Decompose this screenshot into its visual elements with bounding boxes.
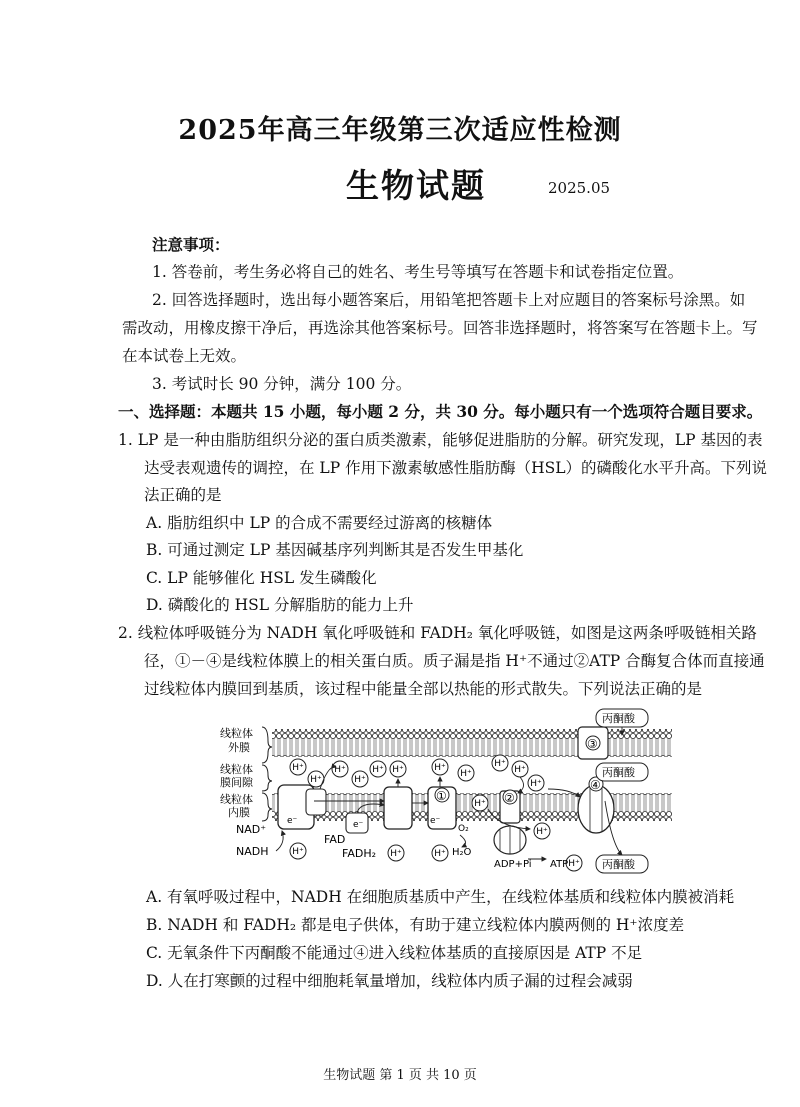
svg-text:膜间隙: 膜间隙 — [220, 776, 253, 789]
svg-text:H⁺: H⁺ — [494, 759, 506, 769]
option-b: B. 可通过测定 LP 基因碱基序列判断其是否发生甲基化 — [146, 541, 524, 559]
option-c: C. 无氧条件下丙酮酸不能通过④进入线粒体基质的直接原因是 ATP 不足 — [146, 944, 643, 962]
notice-line: 2. 回答选择题时，选出每小题答案后，用铅笔把答题卡上对应题目的答案标号涂黑。如 — [152, 291, 746, 309]
notice-line: 3. 考试时长 90 分钟，满分 100 分。 — [152, 375, 412, 393]
atp-label: ATP — [550, 859, 569, 870]
svg-text:H⁺: H⁺ — [392, 765, 404, 775]
svg-text:H⁺: H⁺ — [372, 765, 384, 775]
option-a: A. 有氧呼吸过程中，NADH 在细胞质基质中产生，在线粒体基质和线粒体内膜被消耗 — [146, 888, 735, 906]
adp-label: ADP+Pi — [494, 859, 532, 870]
fad-label: FAD — [324, 833, 346, 846]
section-heading: 一、选择题：本题共 15 小题，每小题 2 分，共 30 分。每小题只有一个选项符合题目要求。 — [118, 402, 763, 421]
nad-label: NAD⁺ — [236, 823, 267, 836]
svg-text:外膜: 外膜 — [228, 741, 250, 754]
option-d: D. 人在打寒颤的过程中细胞耗氧量增加，线粒体内质子漏的过程会减弱 — [146, 972, 633, 990]
notice-line: 1. 答卷前，考生务必将自己的姓名、考生号等填写在答题卡和试卷指定位置。 — [152, 263, 684, 281]
svg-text:H⁺: H⁺ — [460, 769, 472, 779]
question-stem: 径，①－④是线粒体膜上的相关蛋白质。质子漏是指 H⁺不通过②ATP 合酶复合体而直接通 — [144, 652, 765, 670]
svg-text:H⁺: H⁺ — [536, 827, 548, 837]
protein-4 — [578, 785, 614, 833]
svg-text:e⁻: e⁻ — [430, 816, 441, 826]
svg-text:H⁺: H⁺ — [334, 765, 346, 775]
svg-text:e⁻: e⁻ — [353, 820, 364, 830]
svg-text:H⁺: H⁺ — [514, 765, 526, 775]
outer-membrane-label: 线粒体 — [220, 727, 253, 740]
notice-heading: 注意事项： — [152, 235, 230, 254]
question-stem: 过线粒体内膜回到基质，该过程中能量全部以热能的形式散失。下列说法正确的是 — [144, 680, 703, 698]
outer-membrane — [272, 729, 672, 757]
inner-membrane-label: 线粒体 — [220, 793, 253, 806]
svg-text:H⁺: H⁺ — [390, 849, 402, 859]
question-stem: 达受表观遗传的调控，在 LP 作用下激素敏感性脂肪酶（HSL）的磷酸化水平升高。下列说 — [144, 459, 768, 477]
option-c: C. LP 能够催化 HSL 发生磷酸化 — [146, 569, 377, 587]
exam-title: 2025年高三年级第三次适应性检测 — [178, 115, 622, 146]
marker-1: ① — [436, 789, 447, 803]
option-a: A. 脂肪组织中 LP 的合成不需要经过游离的核糖体 — [146, 514, 493, 532]
svg-text:丙酮酸: 丙酮酸 — [602, 712, 635, 725]
svg-text:H⁺: H⁺ — [292, 763, 304, 773]
electron-label: e⁻ — [287, 816, 298, 826]
marker-3: ③ — [587, 737, 598, 751]
svg-text:内膜: 内膜 — [228, 806, 250, 819]
svg-text:H⁺: H⁺ — [568, 859, 580, 869]
complex-iii — [384, 787, 412, 829]
h2o-label: H₂O — [452, 847, 472, 858]
respiratory-chain-figure — [0, 705, 800, 885]
intermembrane-label: 线粒体 — [220, 763, 253, 776]
exam-date: 2025.05 — [548, 179, 611, 197]
svg-text:H⁺: H⁺ — [530, 779, 542, 789]
svg-text:丙酮酸: 丙酮酸 — [602, 858, 635, 871]
nadh-label: NADH — [236, 845, 269, 858]
svg-text:H⁺: H⁺ — [434, 849, 446, 859]
svg-text:H⁺: H⁺ — [354, 775, 366, 785]
notice-line: 在本试卷上无效。 — [122, 347, 247, 365]
svg-text:H⁺: H⁺ — [292, 847, 304, 857]
page-footer: 生物试题 第 1 页 共 10 页 — [323, 1068, 477, 1083]
fadh2-label: FADH₂ — [342, 847, 376, 860]
svg-text:H⁺: H⁺ — [310, 775, 322, 785]
marker-2: ② — [504, 791, 515, 805]
svg-text:丙酮酸: 丙酮酸 — [602, 766, 635, 779]
notice-line: 需改动，用橡皮擦干净后，再选涂其他答案标号。回答非选择题时，将答案写在答题卡上。写 — [122, 319, 758, 337]
option-d: D. 磷酸化的 HSL 分解脂肪的能力上升 — [146, 596, 414, 614]
question-stem: 1. LP 是一种由脂肪组织分泌的蛋白质类激素，能够促进脂肪的分解。研究发现，LP 基因的表 — [118, 431, 763, 449]
subject-title: 生物试题 — [346, 166, 486, 205]
marker-4: ④ — [590, 778, 601, 792]
o2-label: O₂ — [458, 824, 469, 834]
svg-text:H⁺: H⁺ — [474, 799, 486, 809]
option-b: B. NADH 和 FADH₂ 都是电子供体，有助于建立线粒体内膜两侧的 H⁺浓度差 — [146, 916, 685, 934]
question-stem: 法正确的是 — [144, 486, 222, 504]
question-stem: 2. 线粒体呼吸链分为 NADH 氧化呼吸链和 FADH₂ 氧化呼吸链，如图是这两条呼吸链相关路 — [118, 624, 757, 642]
svg-text:H⁺: H⁺ — [434, 763, 446, 773]
